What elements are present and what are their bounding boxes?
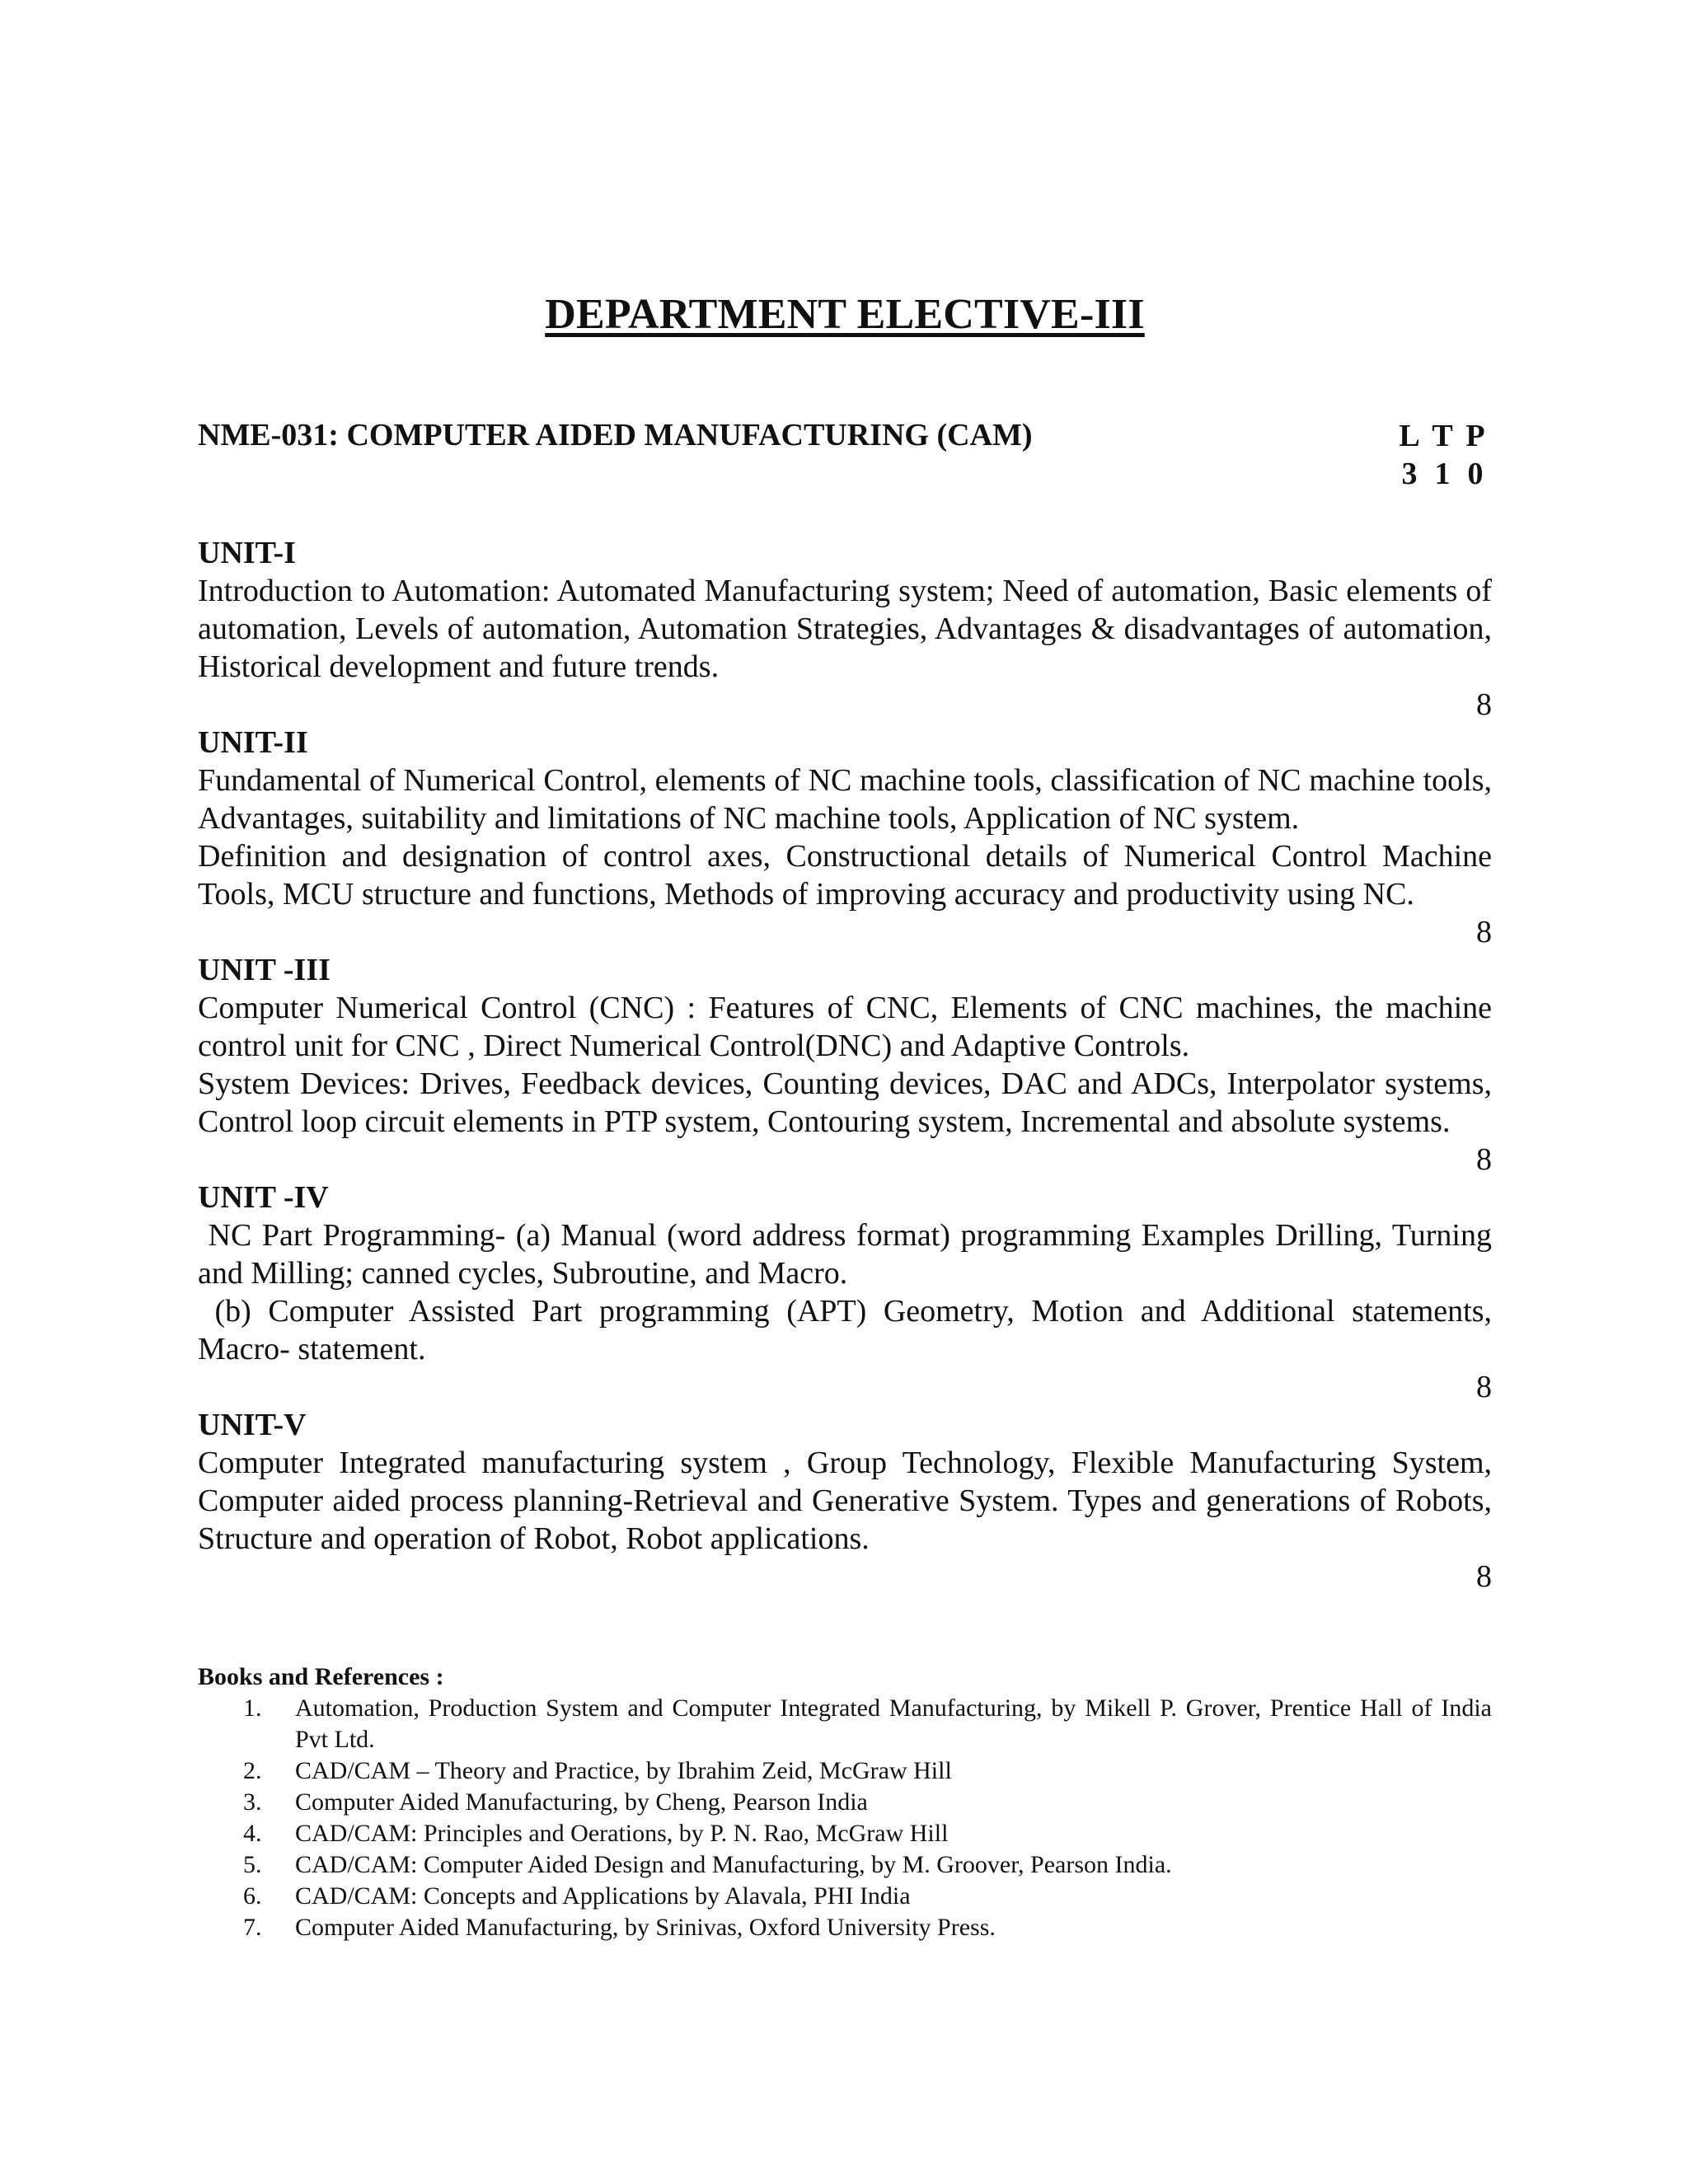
unit-paragraph: Definition and designation of control axes, Constructional details of Numerical Control Machine Tools, MCU structure and functions, Methods of improving accuracy and productivity using NC. (198, 839, 1492, 912)
book-text: CAD/CAM – Theory and Practice, by Ibrahim Zeid, McGraw Hill (295, 1757, 952, 1784)
document-page (198, 0, 1500, 2184)
unit-paragraph: System Devices: Drives, Feedback devices, Counting devices, DAC and ADCs, Interpolator systems, Control loop circuit elements in PTP system, Contouring system, Incremental and absolute systems. (198, 1066, 1492, 1139)
book-item (198, 1912, 1492, 1943)
ltp-label-l: L (1399, 419, 1420, 453)
unit-paragraph: Fundamental of Numerical Control, elements of NC machine tools, classification of NC machine tools, Advantages, suitability and limitations of NC machine tools, Application of NC system. (198, 763, 1492, 836)
unit-paragraph: Introduction to Automation: Automated Manufacturing system; Need of automation, Basic elements of automation, Levels of automation, Automation Strategies, Advantages & disadvantages of automation, Historical development and future trends. (198, 574, 1492, 684)
unit-paragraph: (b) Computer Assisted Part programming (APT) Geometry, Motion and Additional statements, Macro- statement. (198, 1294, 1500, 1366)
book-item (198, 1693, 1492, 1755)
book-text: Computer Aided Manufacturing, by Cheng, Pearson India (295, 1788, 868, 1816)
syllabus-units (198, 534, 1500, 1596)
unit-hours: 8 (1476, 687, 1492, 722)
ltp-values (1393, 455, 1492, 493)
unit-paragraph: Computer Numerical Control (CNC) : Features of CNC, Elements of CNC machines, the machine control unit for CNC , Direct Numerical Control(DNC) and Adaptive Controls. (198, 991, 1492, 1063)
unit-paragraph: Computer Integrated manufacturing system , Group Technology, Flexible Manufacturing System, Computer aided process planning-Retrieval and Generative System. Types and generations of Robots, Structure and operation of Robot, Robot applications. (198, 1446, 1492, 1556)
unit-1 (198, 534, 1492, 724)
books-list (198, 1693, 1492, 1943)
book-item (198, 1849, 1492, 1881)
unit-hours: 8 (1476, 1142, 1492, 1177)
book-text: Automation, Production System and Computer Integrated Manufacturing, by Mikell P. Grover, Prentice Hall of India Pvt Ltd. (295, 1694, 1492, 1753)
books-references (198, 1661, 1492, 1943)
course-title: NME-031: COMPUTER AIDED MANUFACTURING (CAM) (198, 418, 1033, 452)
unit-hours: 8 (1476, 1370, 1492, 1404)
ltp-label-t: T (1432, 419, 1453, 453)
unit-heading: UNIT -IV (198, 1180, 329, 1215)
ltp-value-t: 1 (1434, 457, 1451, 491)
unit-hours: 8 (1476, 915, 1492, 949)
unit-2 (198, 724, 1492, 951)
book-text: CAD/CAM: Concepts and Applications by Alavala, PHI India (295, 1882, 911, 1910)
unit-hours: 8 (1476, 1559, 1492, 1594)
books-heading: Books and References : (198, 1663, 444, 1690)
book-item (198, 1881, 1492, 1912)
book-number: 7. (243, 1914, 262, 1941)
unit-heading: UNIT -III (198, 953, 331, 987)
unit-heading: UNIT-V (198, 1408, 307, 1442)
unit-5 (198, 1406, 1492, 1596)
ltp-block (1393, 417, 1492, 493)
book-item (198, 1818, 1492, 1849)
ltp-value-p: 0 (1467, 457, 1484, 491)
unit-heading: UNIT-II (198, 725, 308, 760)
book-number: 4. (243, 1820, 262, 1847)
ltp-value-l: 3 (1401, 457, 1418, 491)
unit-4 (198, 1179, 1500, 1406)
book-number: 3. (243, 1788, 262, 1816)
book-number: 5. (243, 1851, 262, 1878)
book-number: 2. (243, 1757, 262, 1784)
ltp-label-p: P (1465, 419, 1485, 453)
book-item (198, 1787, 1492, 1818)
book-number: 6. (243, 1882, 262, 1910)
book-text: CAD/CAM: Computer Aided Design and Manufacturing, by M. Groover, Pearson India. (295, 1851, 1172, 1878)
unit-paragraph: NC Part Programming- (a) Manual (word address format) programming Examples Drilling, Turning and Milling; canned cycles, Subroutine, and Macro. (198, 1218, 1500, 1291)
book-item (198, 1755, 1492, 1787)
unit-3 (198, 951, 1492, 1179)
book-text: Computer Aided Manufacturing, by Srinivas, Oxford University Press. (295, 1914, 996, 1941)
book-number: 1. (243, 1694, 262, 1722)
ltp-labels (1393, 417, 1492, 455)
book-text: CAD/CAM: Principles and Oerations, by P. N. Rao, McGraw Hill (295, 1820, 949, 1847)
department-title: DEPARTMENT ELECTIVE-III (545, 291, 1145, 338)
unit-heading: UNIT-I (198, 536, 296, 570)
